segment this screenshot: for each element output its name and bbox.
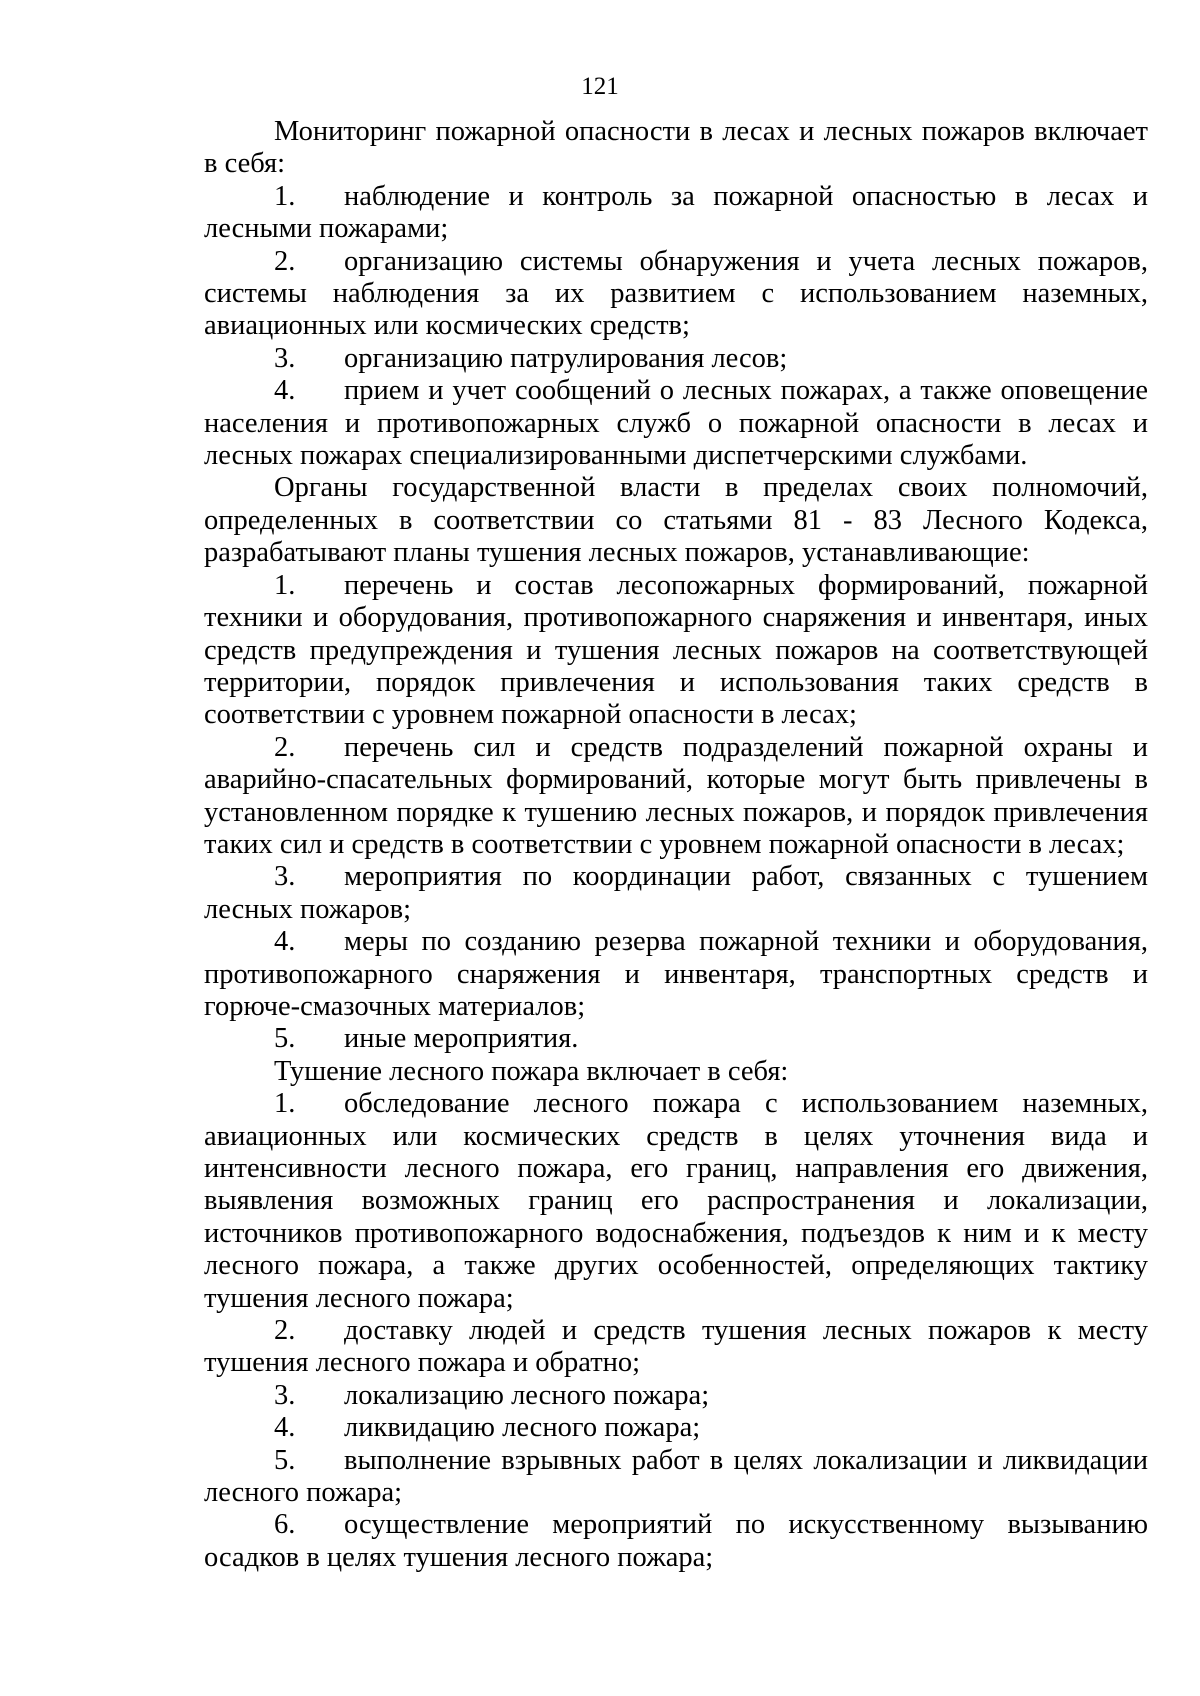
list-item [204,570,1148,732]
list-item-text: перечень сил и средств подразделений пожарной охраны и аварийно-спасательных формирований, которые могут быть привлечены в установленном порядке к тушению лесных пожаров, и порядок привлечения таких сил и средств в соответствии с уровнем пожарной опасности в лесах; [204,731,1148,860]
list-item-number: 6. [274,1509,296,1541]
list-item-text: доставку людей и средств тушения лесных пожаров к месту тушения лесного пожара и обратно; [204,1315,1148,1379]
list-item [204,246,1148,343]
list-item [204,375,1148,472]
list-item [204,1412,1148,1444]
list-item [204,181,1148,246]
list-item [204,861,1148,926]
list-item [204,1023,1148,1055]
paragraph-monitoring-intro: Мониторинг пожарной опасности в лесах и лесных пожаров включает в себя: [204,116,1148,180]
list-item [204,1315,1148,1380]
page-number: 121 [581,73,619,100]
list-item-text: осуществление мероприятий по искусственному вызыванию осадков в целях тушения лесного пожара; [204,1509,1148,1573]
list-item-text: иные мероприятия. [344,1023,579,1055]
list-item-number: 3. [274,1379,296,1411]
list-item [204,1509,1148,1574]
list-item [204,1380,1148,1412]
list-item [204,1088,1148,1315]
document-body [204,116,1148,1574]
list-item-number: 5. [274,1444,296,1476]
list-item-text: прием и учет сообщений о лесных пожарах, а также оповещение населения и противопожарных служб о пожарной опасности в лесах и лесных пожарах специализированными диспетчерскими службами. [204,375,1148,472]
list-item-number: 5. [274,1023,296,1055]
list-item-number: 4. [274,1412,296,1444]
list-item-number: 2. [274,1315,296,1347]
list-item-number: 4. [274,926,296,958]
list-item-number: 1. [274,1088,296,1120]
list-item-number: 4. [274,375,296,407]
list-item-text: организацию патрулирования лесов; [344,342,788,374]
list-item-number: 1. [274,569,296,601]
list-item [204,926,1148,1023]
list-item [204,1445,1148,1510]
paragraph-extinguishing-intro: Тушение лесного пожара включает в себя: [274,1055,789,1087]
list-item-text: мероприятия по координации работ, связанных с тушением лесных пожаров; [204,861,1148,925]
list-item-number: 3. [274,342,296,374]
list-item [204,732,1148,862]
list-item-text: меры по созданию резерва пожарной техники и оборудования, противопожарного снаряжения и инвентаря, транспортных средств и горюче-смазочных материалов; [204,926,1148,1022]
list-item-number: 3. [274,861,296,893]
list-item [204,343,1148,375]
list-item-text: выполнение взрывных работ в целях локализации и ликвидации лесного пожара; [204,1444,1148,1509]
list-item-text: организацию системы обнаружения и учета лесных пожаров, системы наблюдения за их развитием с использованием наземных, авиационных или космических средств; [204,245,1148,342]
list-item-number: 2. [274,731,296,763]
list-item-text: локализацию лесного пожара; [344,1379,710,1411]
list-item-text: наблюдение и контроль за пожарной опасностью в лесах и лесными пожарами; [204,180,1148,245]
paragraph-plans-intro: Органы государственной власти в пределах своих полномочий, определенных в соответствии со статьями 81 - 83 Лесного Кодекса, разрабатывают планы тушения лесных пожаров, устанавливающие: [204,472,1148,569]
list-item-number: 2. [274,245,296,277]
list-item-text: обследование лесного пожара с использованием наземных, авиационных или космических средств в целях уточнения вида и интенсивности лесного пожара, его границ, направления его движения, выявления возможных границ его распространения и локализации, источников противопожарного водоснабжения, подъездов к ним и к месту лесного пожара, а также других особенностей, определяющих тактику тушения лесного пожара; [204,1088,1148,1314]
list-item-number: 1. [274,180,296,212]
list-item-text: перечень и состав лесопожарных формирований, пожарной техники и оборудования, противопожарного снаряжения и инвентаря, иных средств предупреждения и тушения лесных пожаров на соответствующей территории, порядок привлечения и использования таких средств в соответствии с уровнем пожарной опасности в лесах; [204,569,1148,731]
list-item-text: ликвидацию лесного пожара; [344,1412,701,1444]
